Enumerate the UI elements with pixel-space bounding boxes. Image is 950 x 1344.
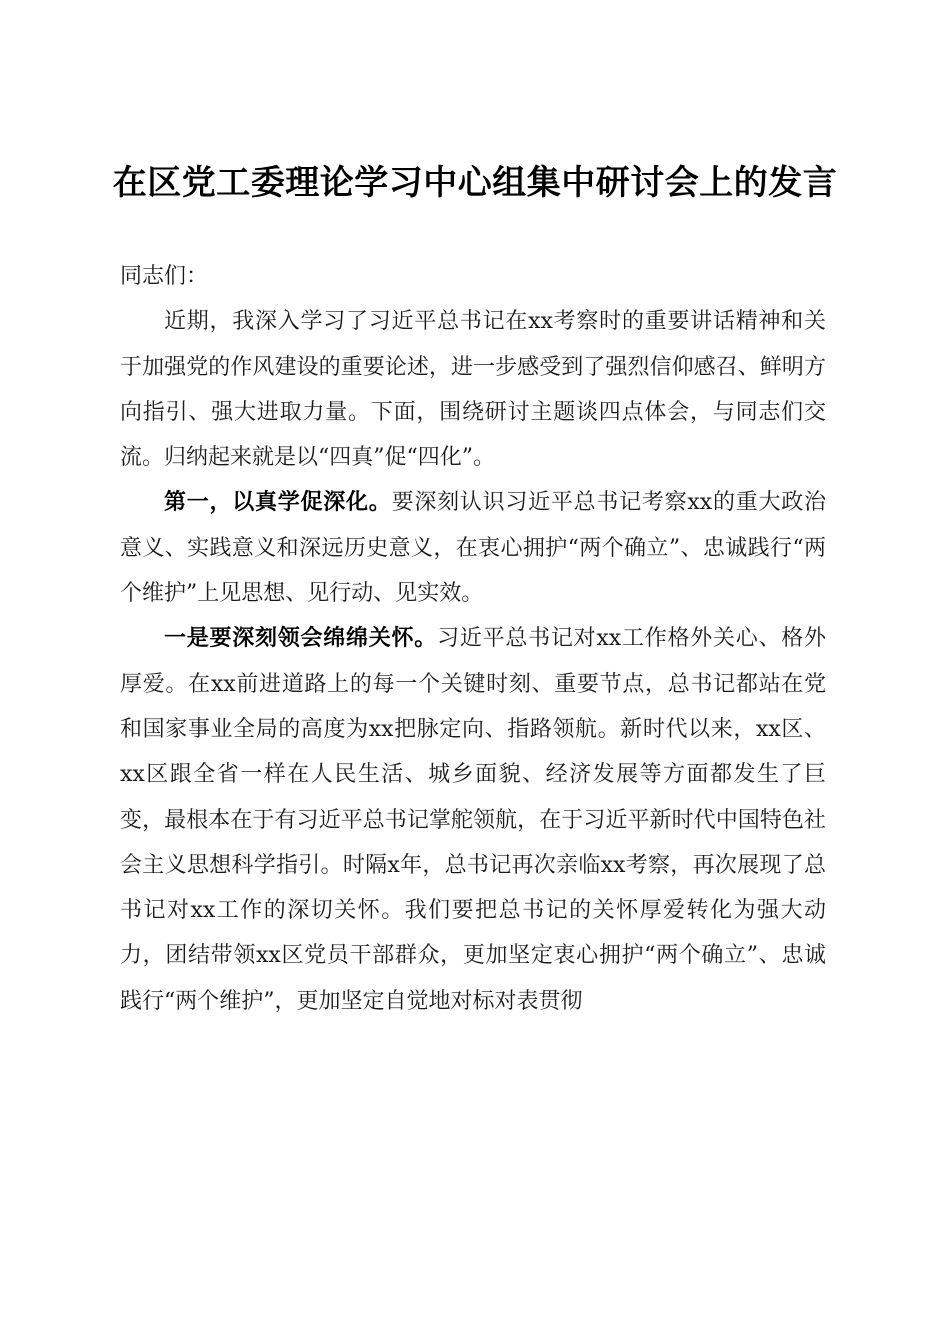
paragraph-text: 习近平总书记对xx工作格外关心、格外厚爱。在xx前进道路上的每一个关键时刻、重要节点，总书记都站在党和国家事业全局的高度为xx把脉定向、指路领航。新时代以来，xx区、xx区跟全省一样在人民生活、城乡面貌、经济发展等方面都发生了巨变，最根本在于有习近平总书记掌舵领航，在于习近平新时代中国特色社会主义思想科学指引。时隔x年，总书记再次亲临xx考察，再次展现了总书记对xx工作的深切关怀。我们要把总书记的关怀厚爱转化为强大动力，团结带领xx区党员干部群众，更加坚定衷心拥护“两个确立”、忠诚践行“两个维护”，更加坚定自觉地对标对表贯彻	[120, 626, 826, 1014]
paragraph-heading: 第一，以真学促深化。	[164, 489, 392, 516]
paragraph-intro	[120, 299, 826, 480]
paragraph-text: 要深刻认识习近平总书记考察xx的重大政治意义、实践意义和深远历史意义，在衷心拥护“两个确立”、忠诚践行“两个维护”上见思想、见行动、见实效。	[120, 490, 826, 607]
paragraph-first-point	[120, 480, 826, 616]
salutation: 同志们：	[120, 264, 209, 289]
paragraph-heading: 一是要深刻领会绵绵关怀。	[164, 625, 438, 652]
paragraph-sub-point-one	[120, 616, 826, 1024]
paragraph-text: 近期，我深入学习了习近平总书记在xx考察时的重要讲话精神和关于加强党的作风建设的重要论述，进一步感受到了强烈信仰感召、鲜明方向指引、强大进取力量。下面，围绕研讨主题谈四点体会，与同志们交流。归纳起来就是以“四真”促“四化”。	[120, 309, 826, 471]
document-title: 在区党工委理论学习中心组集中研讨会上的发言	[112, 162, 838, 203]
document-body	[120, 254, 826, 1024]
